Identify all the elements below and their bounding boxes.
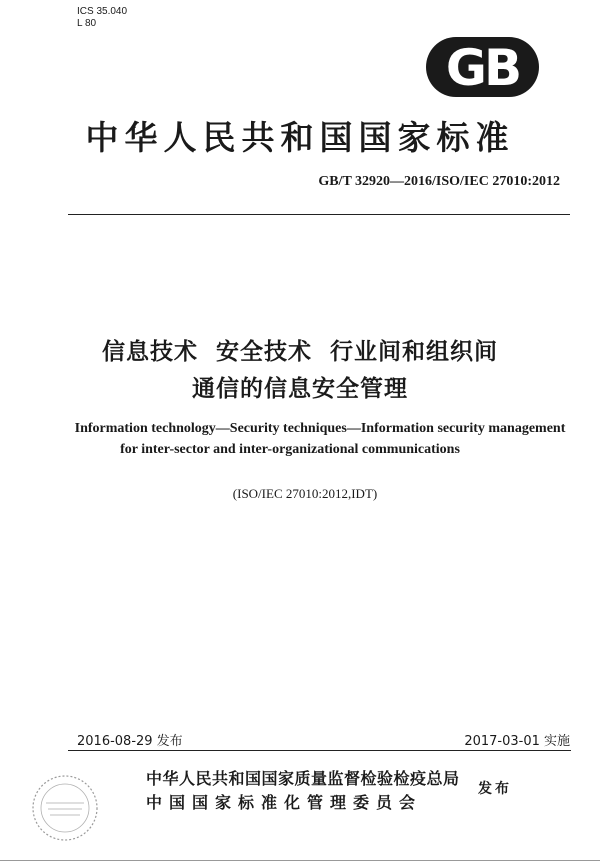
- gb-logo: [425, 36, 540, 98]
- standard-number: GB/T 32920—2016/ISO/IEC 27010:2012: [318, 174, 560, 189]
- publish-label: 发布: [478, 781, 512, 797]
- adoption-note: (ISO/IEC 27010:2012,IDT): [232, 486, 378, 501]
- ccs-code: L 80: [77, 18, 97, 29]
- ics-code: ICS 35.040: [77, 6, 128, 17]
- issue-date: 2016-08-29 发布: [77, 734, 183, 749]
- chinese-title-line2: 通信的信息安全管理: [192, 376, 408, 402]
- gb-logo-text: GB: [445, 39, 520, 97]
- scan-edge-line: [0, 860, 600, 861]
- issuer-line1: 中华人民共和国国家质量监督检验检疫总局: [146, 769, 460, 788]
- english-title-line1: Information technology—Security techniques—Information security management: [74, 421, 566, 436]
- english-title-line2: for inter-sector and inter-organizational communications: [120, 442, 460, 457]
- issuer-line2: 中国国家标准化管理委员会: [146, 793, 423, 812]
- classification-block: [77, 6, 127, 30]
- top-divider: [68, 214, 570, 215]
- seal-stamp-icon: [30, 773, 100, 843]
- standard-title: 中华人民共和国国家标准: [85, 118, 515, 157]
- bottom-divider: [68, 750, 571, 751]
- chinese-title-line1: 信息技术 安全技术 行业间和组织间: [101, 339, 499, 365]
- implementation-date: 2017-03-01 实施: [464, 734, 570, 749]
